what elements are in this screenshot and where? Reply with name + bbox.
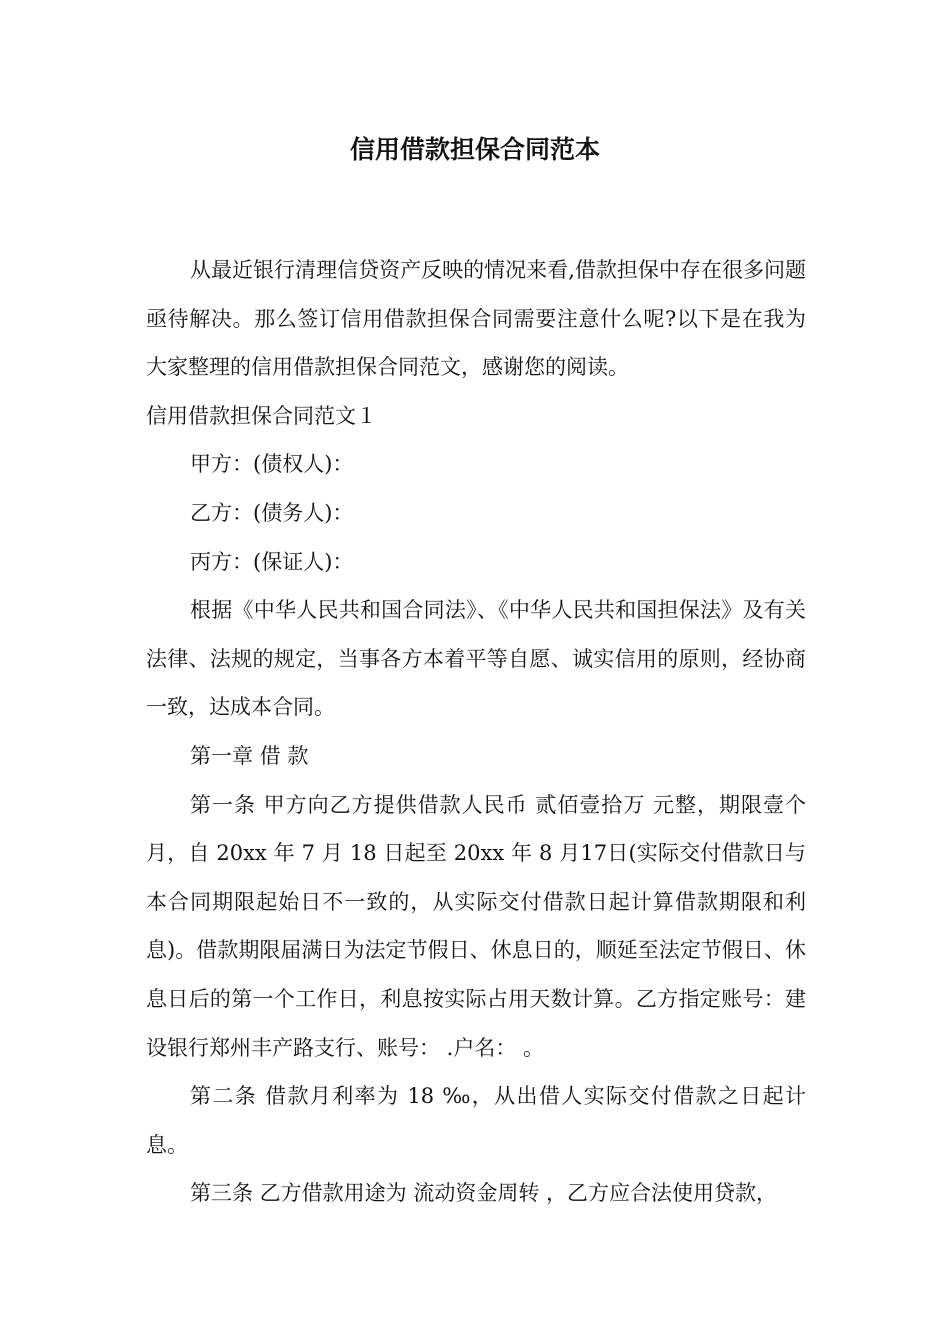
sample-heading: 信用借款担保合同范文１ (146, 403, 377, 428)
legal-basis-paragraph: 根据《中华人民共和国合同法》、《中华人民共和国担保法》及有关法律、法规的规定，当事各方本着平等自愿、诚实信用的原则，经协商一致，达成本合同。 (146, 598, 806, 720)
intro-paragraph: 从最近银行清理信贷资产反映的情况来看,借款担保中存在很多问题亟待解决。那么签订信用借款担保合同需要注意什么呢?以下是在我为大家整理的信用借款担保合同范文，感谢您的阅读。 (146, 258, 806, 380)
party-b-line: 乙方：(债务人)： (190, 500, 354, 525)
article-2-paragraph: 第二条 借款月利率为 18 ‰，从出借人实际交付借款之日起计息。 (146, 1084, 806, 1157)
chapter-heading: 第一章 借 款 (190, 743, 309, 768)
document-body (146, 246, 806, 1218)
article-3-paragraph: 第三条 乙方借款用途为 流动资金周转 ，乙方应合法使用贷款， (190, 1181, 778, 1206)
document-title: 信用借款担保合同范本 (349, 135, 600, 164)
party-c-line: 丙方：(保证人)： (190, 549, 354, 574)
article-1-paragraph: 第一条 甲方向乙方提供借款人民币 贰佰壹拾万 元整，期限壹个月，自 20xx 年 7 月 18 日起至 20xx 年 8 月17日(实际交付借款日与本合同期限起始日不一致的，从实际交付借款日起计算借款期限和利息)。借款期限届满日为法定节假日、休息日的，顺延至法定节假日、休息日后的第一个工作日，利息按实际占用天数计算。乙方指定账号：建设银行郑州丰产路支行、账号： .户名： 。 (146, 792, 806, 1060)
party-a-line: 甲方：(债权人)： (190, 452, 354, 477)
